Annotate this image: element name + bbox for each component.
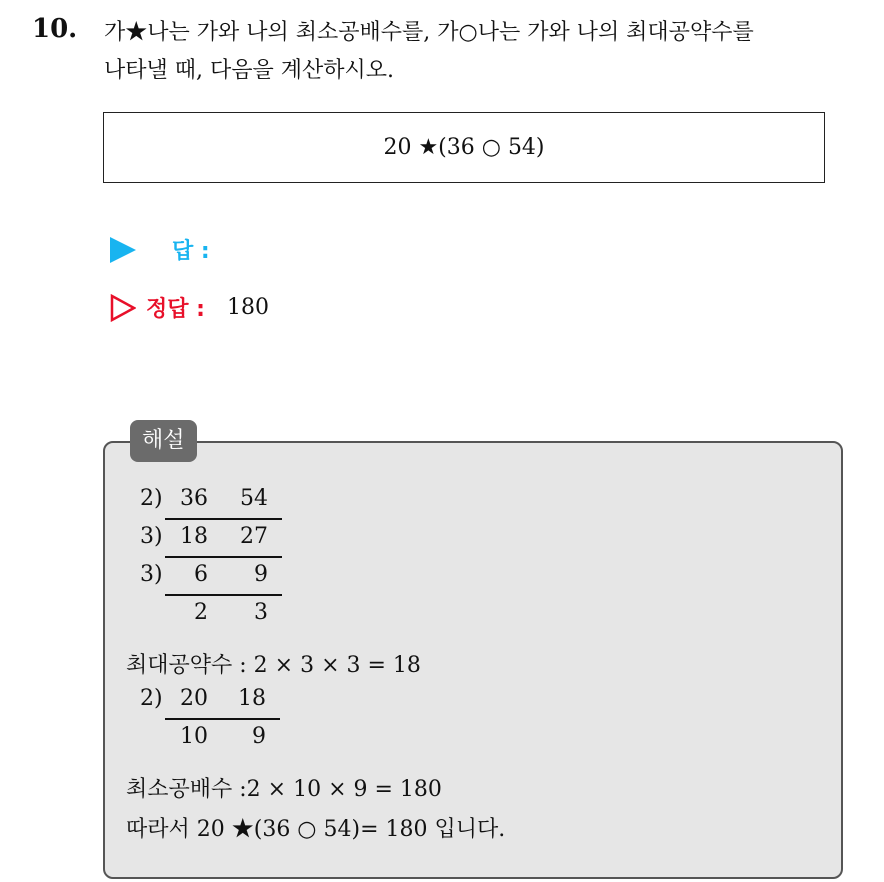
question-text-line1: 가★나는 가와 나의 최소공배수를, 가○나는 가와 나의 최대공약수를 [104,20,754,45]
solution-title: 해설 [130,420,197,462]
answer-label: 답 : [172,239,210,264]
divisor: 2) [140,686,163,711]
ladder-value: 9 [254,562,268,587]
gcd-line: 최대공약수 : 2 × 3 × 3 = 18 [126,653,421,678]
division-line [165,518,282,520]
answer-row [110,234,210,265]
play-triangle-icon [110,237,136,263]
correct-answer-row [110,292,269,323]
lcm-line: 최소공배수 :2 × 10 × 9 = 180 [126,777,442,802]
correct-answer-label: 정답 : [146,297,205,322]
ladder-value: 18 [180,524,208,549]
correct-answer-value: 180 [226,295,269,320]
conclusion-line: 따라서 20 ★(36 ○ 54)= 180 입니다. [126,817,506,842]
ladder-value: 6 [194,562,208,587]
division-line [165,556,282,558]
question-text [104,14,874,90]
ladder-value: 27 [240,524,268,549]
expression: 20 ★(36 ○ 54) [383,135,545,160]
ladder-value: 2 [194,600,208,625]
divisor: 3) [140,524,163,549]
ladder-value: 10 [180,724,208,749]
question-number: 10. [32,14,78,44]
ladder-value: 20 [180,686,208,711]
ladder-value: 9 [252,724,266,749]
ladder-value: 36 [180,486,208,511]
divisor: 3) [140,562,163,587]
outline-triangle-icon [110,294,136,322]
expression-box [103,112,825,183]
division-line [165,718,280,720]
question-text-line2: 나타낼 때, 다음을 계산하시오. [104,58,394,83]
ladder-value: 18 [238,686,266,711]
divisor: 2) [140,486,163,511]
division-line [165,594,282,596]
ladder-value: 3 [254,600,268,625]
ladder-value: 54 [240,486,268,511]
